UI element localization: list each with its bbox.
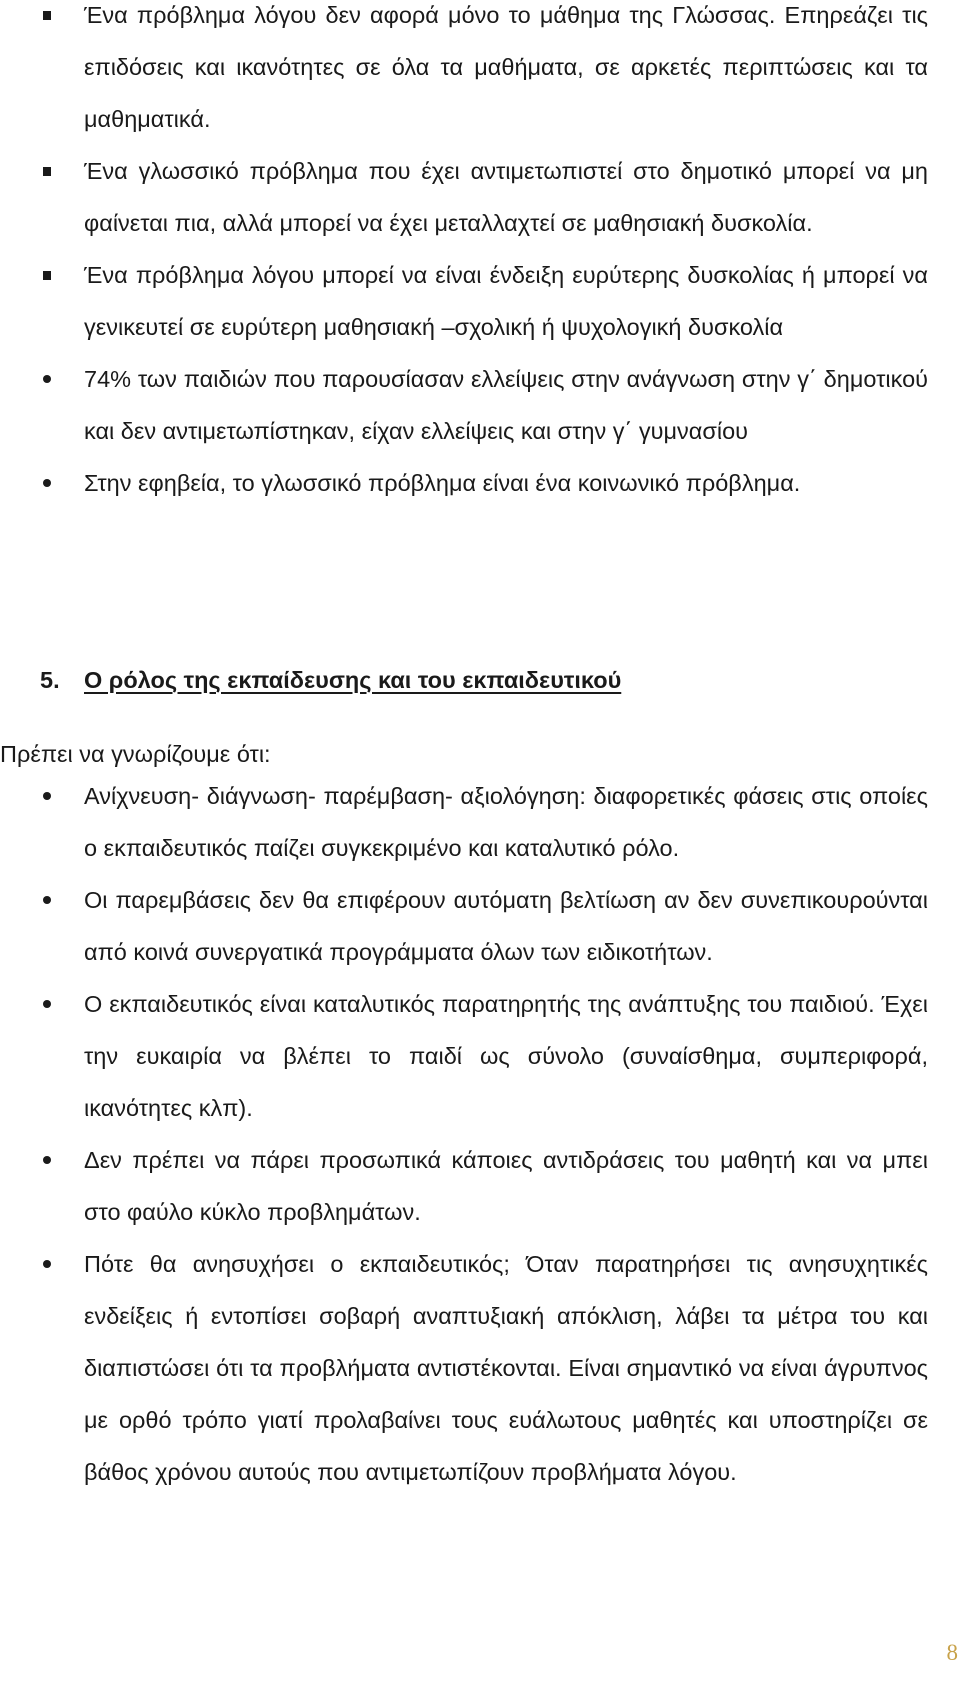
list-item-text: Στην εφηβεία, το γλωσσικό πρόβλημα είναι ένα κοινωνικό πρόβλημα.: [84, 470, 801, 496]
intro-paragraph: Πρέπει να γνωρίζουμε ότι:: [0, 741, 271, 767]
list-item: [0, 770, 928, 874]
list-item-text: 74% των παιδιών που παρουσίασαν ελλείψεις στην ανάγνωση στην γ΄ δημοτικού και δεν αντιμετωπίστηκαν, είχαν ελλείψεις και στην γ΄ γυμνασίου: [84, 366, 928, 444]
round-bullet-icon: [39, 978, 59, 1030]
list-item-text: Ένα γλωσσικό πρόβλημα που έχει αντιμετωπιστεί στο δημοτικό μπορεί να μη φαίνεται πια, αλλά μπορεί να έχει μεταλλαχτεί σε μαθησιακή δυσκολία.: [84, 158, 928, 236]
list-item-text: Οι παρεμβάσεις δεν θα επιφέρουν αυτόματη βελτίωση αν δεν συνεπικουρούνται από κοινά συνεργατικά προγράμματα όλων των ειδικοτήτων.: [84, 887, 928, 965]
round-bullet-icon: [39, 770, 59, 822]
list-item-text: Ανίχνευση- διάγνωση- παρέμβαση- αξιολόγηση: διαφορετικές φάσεις στις οποίες ο εκπαιδευτικός παίζει συγκεκριμένο και καταλυτικό ρόλο.: [84, 783, 928, 861]
round-bullet-icon: [39, 874, 59, 926]
list-item: [0, 1134, 928, 1238]
section-title: Ο ρόλος της εκπαίδευσης και του εκπαιδευτικού: [84, 667, 622, 693]
list-item: [0, 1238, 928, 1498]
list-item: [0, 249, 928, 353]
list-item: [0, 145, 928, 249]
list-item-text: Πότε θα ανησυχήσει ο εκπαιδευτικός; Όταν παρατηρήσει τις ανησυχητικές ενδείξεις ή εντοπίσει σοβαρή αναπτυξιακή απόκλιση, λάβει τα μέτρα του και διαπιστώσει ότι τα προβλήματα αντιστέκονται. Είναι σημαντικό να είναι άγρυπνος με ορθό τρόπο γιατί προλαβαίνει τους ευάλωτους μαθητές και υποστηρίζει σε βάθος χρόνου αυτούς που αντιμετωπίζουν προβλήματα λόγου.: [84, 1251, 928, 1485]
section-heading: [40, 662, 621, 698]
list-item-text: Ένα πρόβλημα λόγου μπορεί να είναι ένδειξη ευρύτερης δυσκολίας ή μπορεί να γενικευτεί σε ευρύτερη μαθησιακή –σχολική ή ψυχολογική δυσκολία: [84, 262, 928, 340]
round-bullet-icon: [39, 457, 59, 509]
round-bullet-icon: [39, 353, 59, 405]
round-bullet-icon: [39, 1134, 59, 1186]
list-item: [0, 457, 928, 509]
round-bullet-icon: [39, 1238, 59, 1290]
list-item-text: Δεν πρέπει να πάρει προσωπικά κάποιες αντιδράσεις του μαθητή και να μπει στο φαύλο κύκλο προβλημάτων.: [84, 1147, 928, 1225]
list-item: [0, 978, 928, 1134]
bullet-list-consequences: [0, 0, 928, 509]
page-number: 8: [946, 1640, 958, 1665]
section-number: 5.: [40, 667, 60, 693]
square-bullet-icon: [39, 0, 59, 41]
list-item: [0, 353, 928, 457]
list-item-text: Ένα πρόβλημα λόγου δεν αφορά μόνο το μάθημα της Γλώσσας. Επηρεάζει τις επιδόσεις και ικανότητες σε όλα τα μαθήματα, σε αρκετές περιπτώσεις και τα μαθηματικά.: [84, 2, 928, 132]
bullet-list-teacher-role: [0, 770, 928, 1498]
list-item: [0, 0, 928, 145]
list-item-text: Ο εκπαιδευτικός είναι καταλυτικός παρατηρητής της ανάπτυξης του παιδιού. Έχει την ευκαιρία να βλέπει το παιδί ως σύνολο (συναίσθημα, συμπεριφορά, ικανότητες κλπ).: [84, 991, 928, 1121]
list-item: [0, 874, 928, 978]
square-bullet-icon: [39, 145, 59, 197]
square-bullet-icon: [39, 249, 59, 301]
